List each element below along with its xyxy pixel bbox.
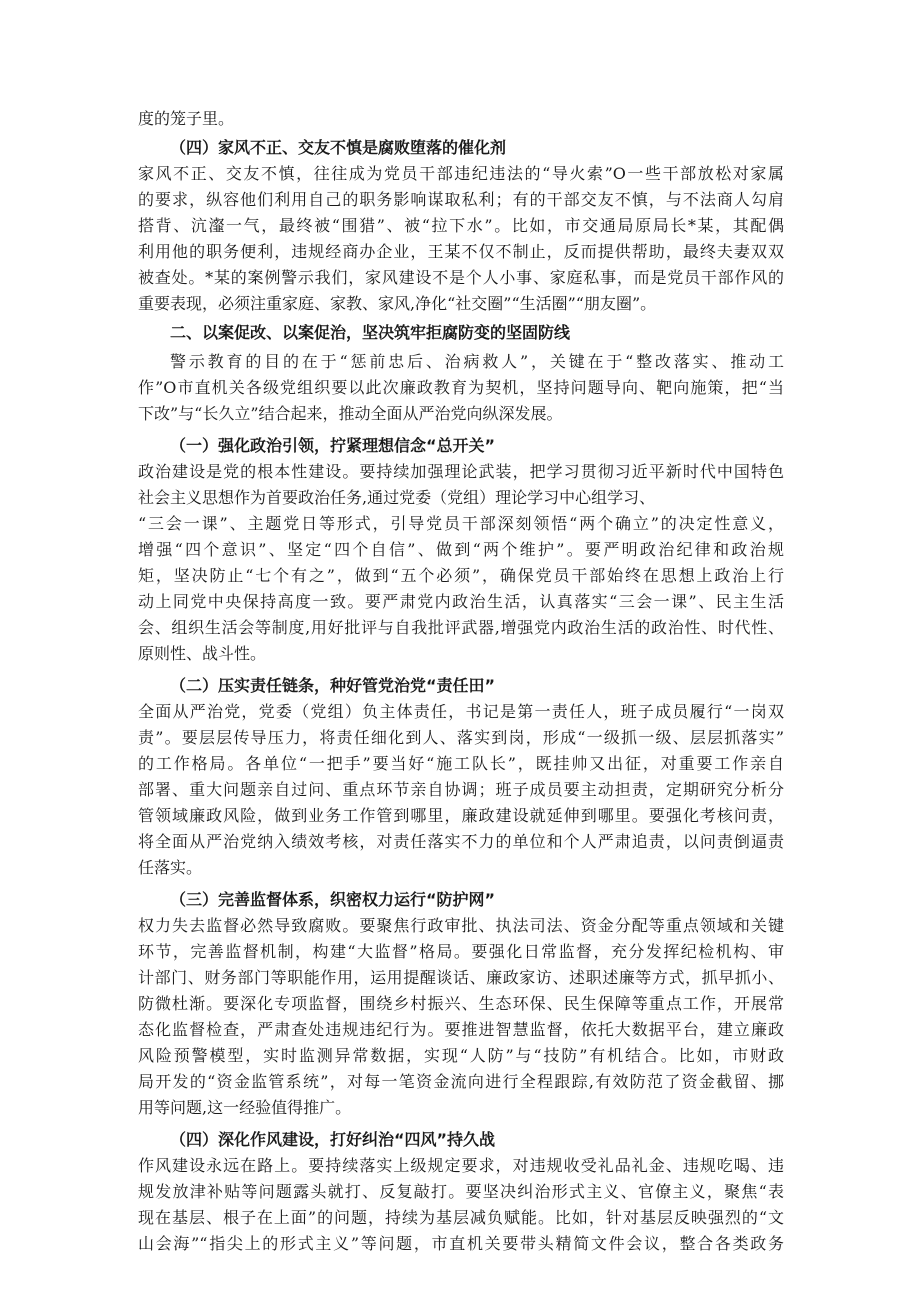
paragraph-line: 搭背、沆瀣一气，最终被“围猎”、被“拉下水”。比如，市交通局原局长*某，其配偶 <box>138 216 784 235</box>
paragraph-line: 增强“四个意识”、坚定“四个自信”、做到“两个维护”。要严明政治纪律和政治规 <box>138 540 784 559</box>
paragraph-line: 局开发的“资金监管系统”，对每一笔资金流向进行全程跟踪,有效防范了资金截留、挪 <box>138 1072 784 1091</box>
paragraph-line: 管领域廉政风险，做到业务工作管到哪里，廉政建设就延伸到哪里。要强化考核问责， <box>138 806 784 825</box>
section-heading: （四）深化作风建设，打好纠治“四风”持久战 <box>170 1130 496 1149</box>
section-heading: （四）家风不正、交友不慎是腐败堕落的催化剂 <box>170 138 507 157</box>
paragraph-line: 社会主义思想作为首要政治任务,通过党委（党组）理论学习中心组学习、 <box>138 488 656 507</box>
paragraph-line: 下改”与“长久立”结合起来，推动全面从严治党向纵深发展。 <box>138 404 563 423</box>
document-page <box>138 106 784 1257</box>
paragraph-line: 规发放津补贴等问题露头就打、反复敲打。要坚决纠治形式主义、官僚主义，聚焦“表 <box>138 1182 784 1201</box>
paragraph-line: 山会海”“指尖上的形式主义”等问题，市直机关要带头精简文件会议，整合各类政务 <box>138 1234 784 1253</box>
paragraph-line: 现在基层、根子在上面”的问题，持续为基层减负赋能。比如，针对基层反映强烈的“文 <box>138 1208 784 1227</box>
paragraph-line: 计部门、财务部门等职能作用，运用提醒谈话、廉政家访、述职述廉等方式，抓早抓小、 <box>138 968 784 987</box>
paragraph-line: “三会一课”、主题党日等形式，引导党员干部深刻领悟“两个确立”的决定性意义， <box>138 514 784 533</box>
paragraph-line: 部署、重大问题亲自过问、重点环节亲自协调；班子成员要主动担责，定期研究分析分 <box>138 780 784 799</box>
paragraph-line: 环节，完善监督机制，构建“大监督”格局。要强化日常监督，充分发挥纪检机构、审 <box>138 942 784 961</box>
paragraph-line: 态化监督检查，严肃查处违规违纪行为。要推进智慧监督，依托大数据平台，建立廉政 <box>138 1020 784 1039</box>
paragraph-line: 被查处。*某的案例警示我们，家风建设不是个人小事、家庭私事，而是党员干部作风的 <box>138 268 784 287</box>
paragraph-line: 重要表现，必须注重家庭、家教、家风,净化“社交圈”“生活圈”“朋友圈”。 <box>138 294 657 313</box>
paragraph-line: 政治建设是党的根本性建设。要持续加强理论武装，把学习贯彻习近平新时代中国特色 <box>138 462 784 481</box>
paragraph-line: 风险预警模型，实时监测异常数据，实现“人防”与“技防”有机结合。比如，市财政 <box>138 1046 784 1065</box>
section-heading: （三）完善监督体系，织密权力运行“防护网” <box>170 890 496 909</box>
paragraph-line: 防微杜渐。要深化专项监督，围绕乡村振兴、生态环保、民生保障等重点工作，开展常 <box>138 994 784 1013</box>
paragraph-line: 会、组织生活会等制度,用好批评与自我批评武器,增强党内政治生活的政治性、时代性、 <box>138 618 784 637</box>
paragraph-line: 原则性、战斗性。 <box>138 644 267 663</box>
paragraph-line: 将全面从严治党纳入绩效考核，对责任落实不力的单位和个人严肃追责，以问责倒逼责 <box>138 832 784 851</box>
paragraph-line: 利用他的职务便利，违规经商办企业，王某不仅不制止，反而提供帮助，最终夫妻双双 <box>138 242 784 261</box>
section-heading: （一）强化政治引领，拧紧理想信念“总开关” <box>170 436 496 455</box>
paragraph-line: 的要求，纵容他们利用自己的职务影响谋取私利；有的干部交友不慎，与不法商人勾肩 <box>138 190 784 209</box>
paragraph-line: 权力失去监督必然导致腐败。要聚焦行政审批、执法司法、资金分配等重点领域和关键 <box>138 916 784 935</box>
paragraph-line: 的工作格局。各单位“一把手”要当好“施工队长”，既挂帅又出征，对重要工作亲自 <box>138 754 784 773</box>
paragraph-line: 度的笼子里。 <box>138 109 235 128</box>
paragraph-line: 责”。要层层传导压力，将责任细化到人、落实到岗，形成“一级抓一级、层层抓落实” <box>138 728 784 747</box>
paragraph-line: 用等问题,这一经验值得推广。 <box>138 1098 352 1117</box>
paragraph-line: 作”O市直机关各级党组织要以此次廉政教育为契机，坚持问题导向、靶向施策，把“当 <box>138 378 784 397</box>
paragraph-line: 家风不正、交友不慎，往往成为党员干部违纪违法的“导火索”O一些干部放松对家属 <box>138 164 784 183</box>
paragraph-line: 全面从严治党，党委（党组）负主体责任，书记是第一责任人，班子成员履行“一岗双 <box>138 702 784 721</box>
section-heading: 二、以案促改、以案促治，坚决筑牢拒腐防变的坚固防线 <box>170 323 571 342</box>
paragraph-line: 作风建设永远在路上。要持续落实上级规定要求，对违规收受礼品礼金、违规吃喝、违 <box>138 1156 784 1175</box>
paragraph-line: 动上同党中央保持高度一致。要严肃党内政治生活，认真落实“三会一课”、民主生活 <box>138 592 784 611</box>
section-heading: （二）压实责任链条，种好管党治党“责任田” <box>170 676 496 695</box>
paragraph-line: 任落实。 <box>138 858 203 877</box>
paragraph-line: 警示教育的目的在于“惩前忠后、治病救人”，关键在于“整改落实、推动工 <box>170 352 784 371</box>
paragraph-line: 矩，坚决防止“七个有之”，做到“五个必须”，确保党员干部始终在思想上政治上行 <box>138 566 784 585</box>
